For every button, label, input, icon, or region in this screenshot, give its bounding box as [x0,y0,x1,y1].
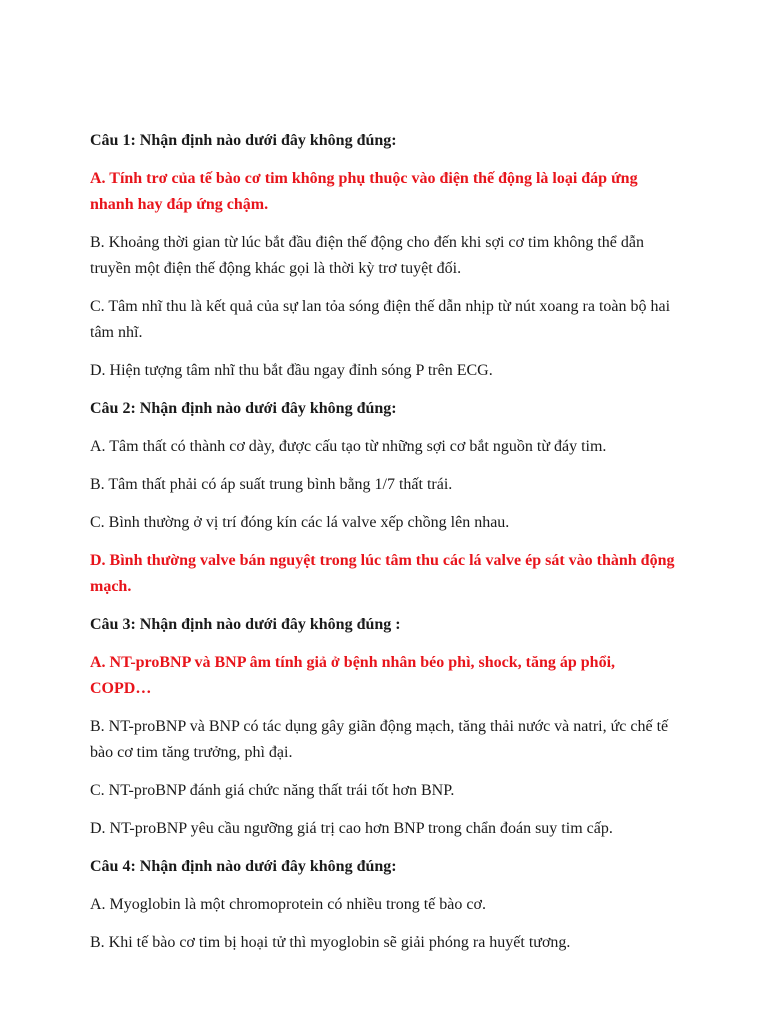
question-3-option-c: C. NT-proBNP đánh giá chức năng thất trái tốt hơn BNP. [90,782,455,799]
quiz-content [90,128,680,968]
question-4-option-a: A. Myoglobin là một chromoprotein có nhiều trong tế bào cơ. [90,896,486,913]
question-1-option-d: D. Hiện tượng tâm nhĩ thu bắt đầu ngay đỉnh sóng P trên ECG. [90,362,493,379]
question-4-option-b: B. Khi tế bào cơ tim bị hoại tử thì myoglobin sẽ giải phóng ra huyết tương. [90,934,571,951]
question-1-option-b: B. Khoảng thời gian từ lúc bắt đầu điện thế động cho đến khi sợi cơ tim không thể dẫn truyền một điện thế động khác gọi là thời kỳ trơ tuyệt đối. [90,234,644,277]
question-2-option-b: B. Tâm thất phải có áp suất trung bình bằng 1/7 thất trái. [90,476,453,493]
question-2-option-c: C. Bình thường ở vị trí đóng kín các lá valve xếp chồng lên nhau. [90,514,510,531]
question-4-title: Câu 4: Nhận định nào dưới đây không đúng: [90,858,397,875]
question-2-option-a: A. Tâm thất có thành cơ dày, được cấu tạo từ những sợi cơ bắt nguồn từ đáy tim. [90,438,607,455]
question-3-option-d: D. NT-proBNP yêu cầu ngưỡng giá trị cao hơn BNP trong chẩn đoán suy tim cấp. [90,820,613,837]
question-3-title: Câu 3: Nhận định nào dưới đây không đúng : [90,616,401,633]
question-1-title: Câu 1: Nhận định nào dưới đây không đúng: [90,132,397,149]
question-1-option-a: A. Tính trơ của tế bào cơ tim không phụ thuộc vào điện thế động là loại đáp ứng nhanh hay đáp ứng chậm. [90,170,638,213]
question-3-option-a: A. NT-proBNP và BNP âm tính giả ở bệnh nhân béo phì, shock, tăng áp phổi, COPD… [90,654,616,697]
question-1-option-c: C. Tâm nhĩ thu là kết quả của sự lan tỏa sóng điện thế dẫn nhịp từ nút xoang ra toàn bộ hai tâm nhĩ. [90,298,671,341]
question-2-option-d: D. Bình thường valve bán nguyệt trong lúc tâm thu các lá valve ép sát vào thành động mạch. [90,552,675,595]
question-2-title: Câu 2: Nhận định nào dưới đây không đúng: [90,400,397,417]
question-3-option-b: B. NT-proBNP và BNP có tác dụng gây giãn động mạch, tăng thải nước và natri, ức chế tế bào cơ tim tăng trưởng, phì đại. [90,718,669,761]
